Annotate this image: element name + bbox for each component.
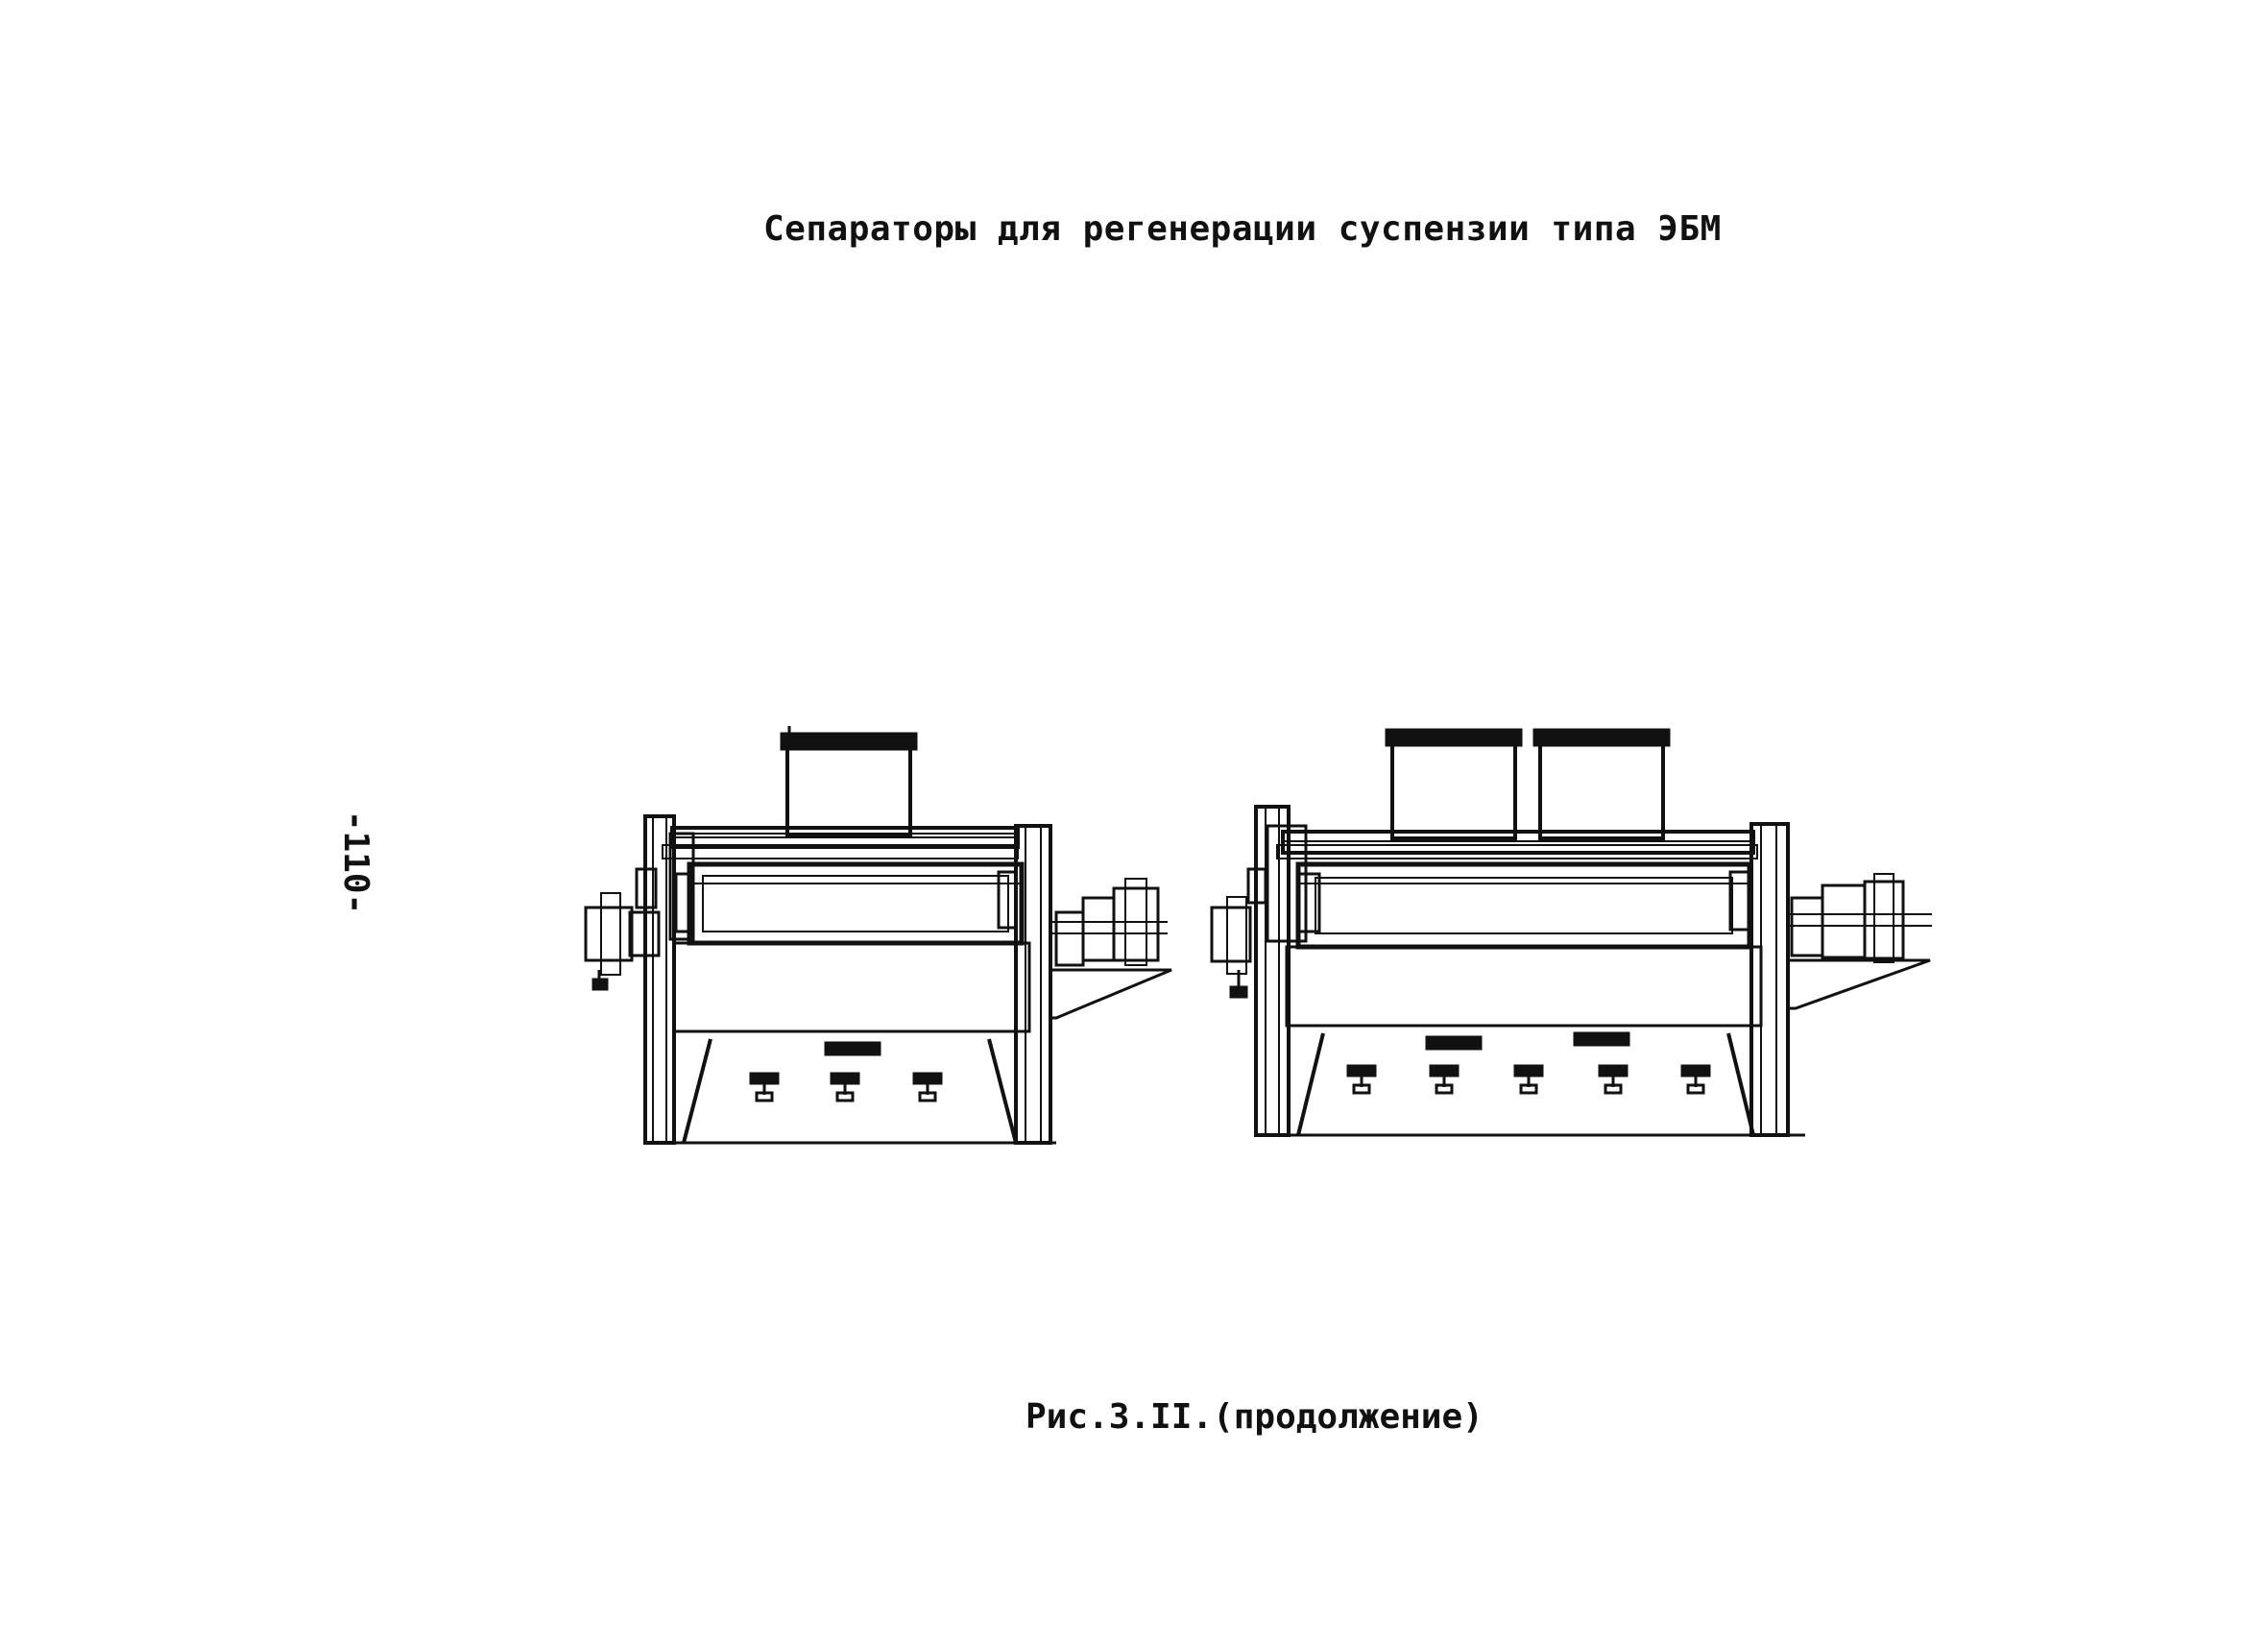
- figure-caption: Рис.3.II.(продолжение): [1025, 1397, 1484, 1437]
- separator-double-bath-drawing: [1212, 730, 1932, 1135]
- page-title: Сепараторы для регенерации суспензии типа ЭБМ: [763, 209, 1722, 249]
- separator-single-bath-drawing: [586, 726, 1171, 1143]
- page-number: -110-: [336, 810, 375, 915]
